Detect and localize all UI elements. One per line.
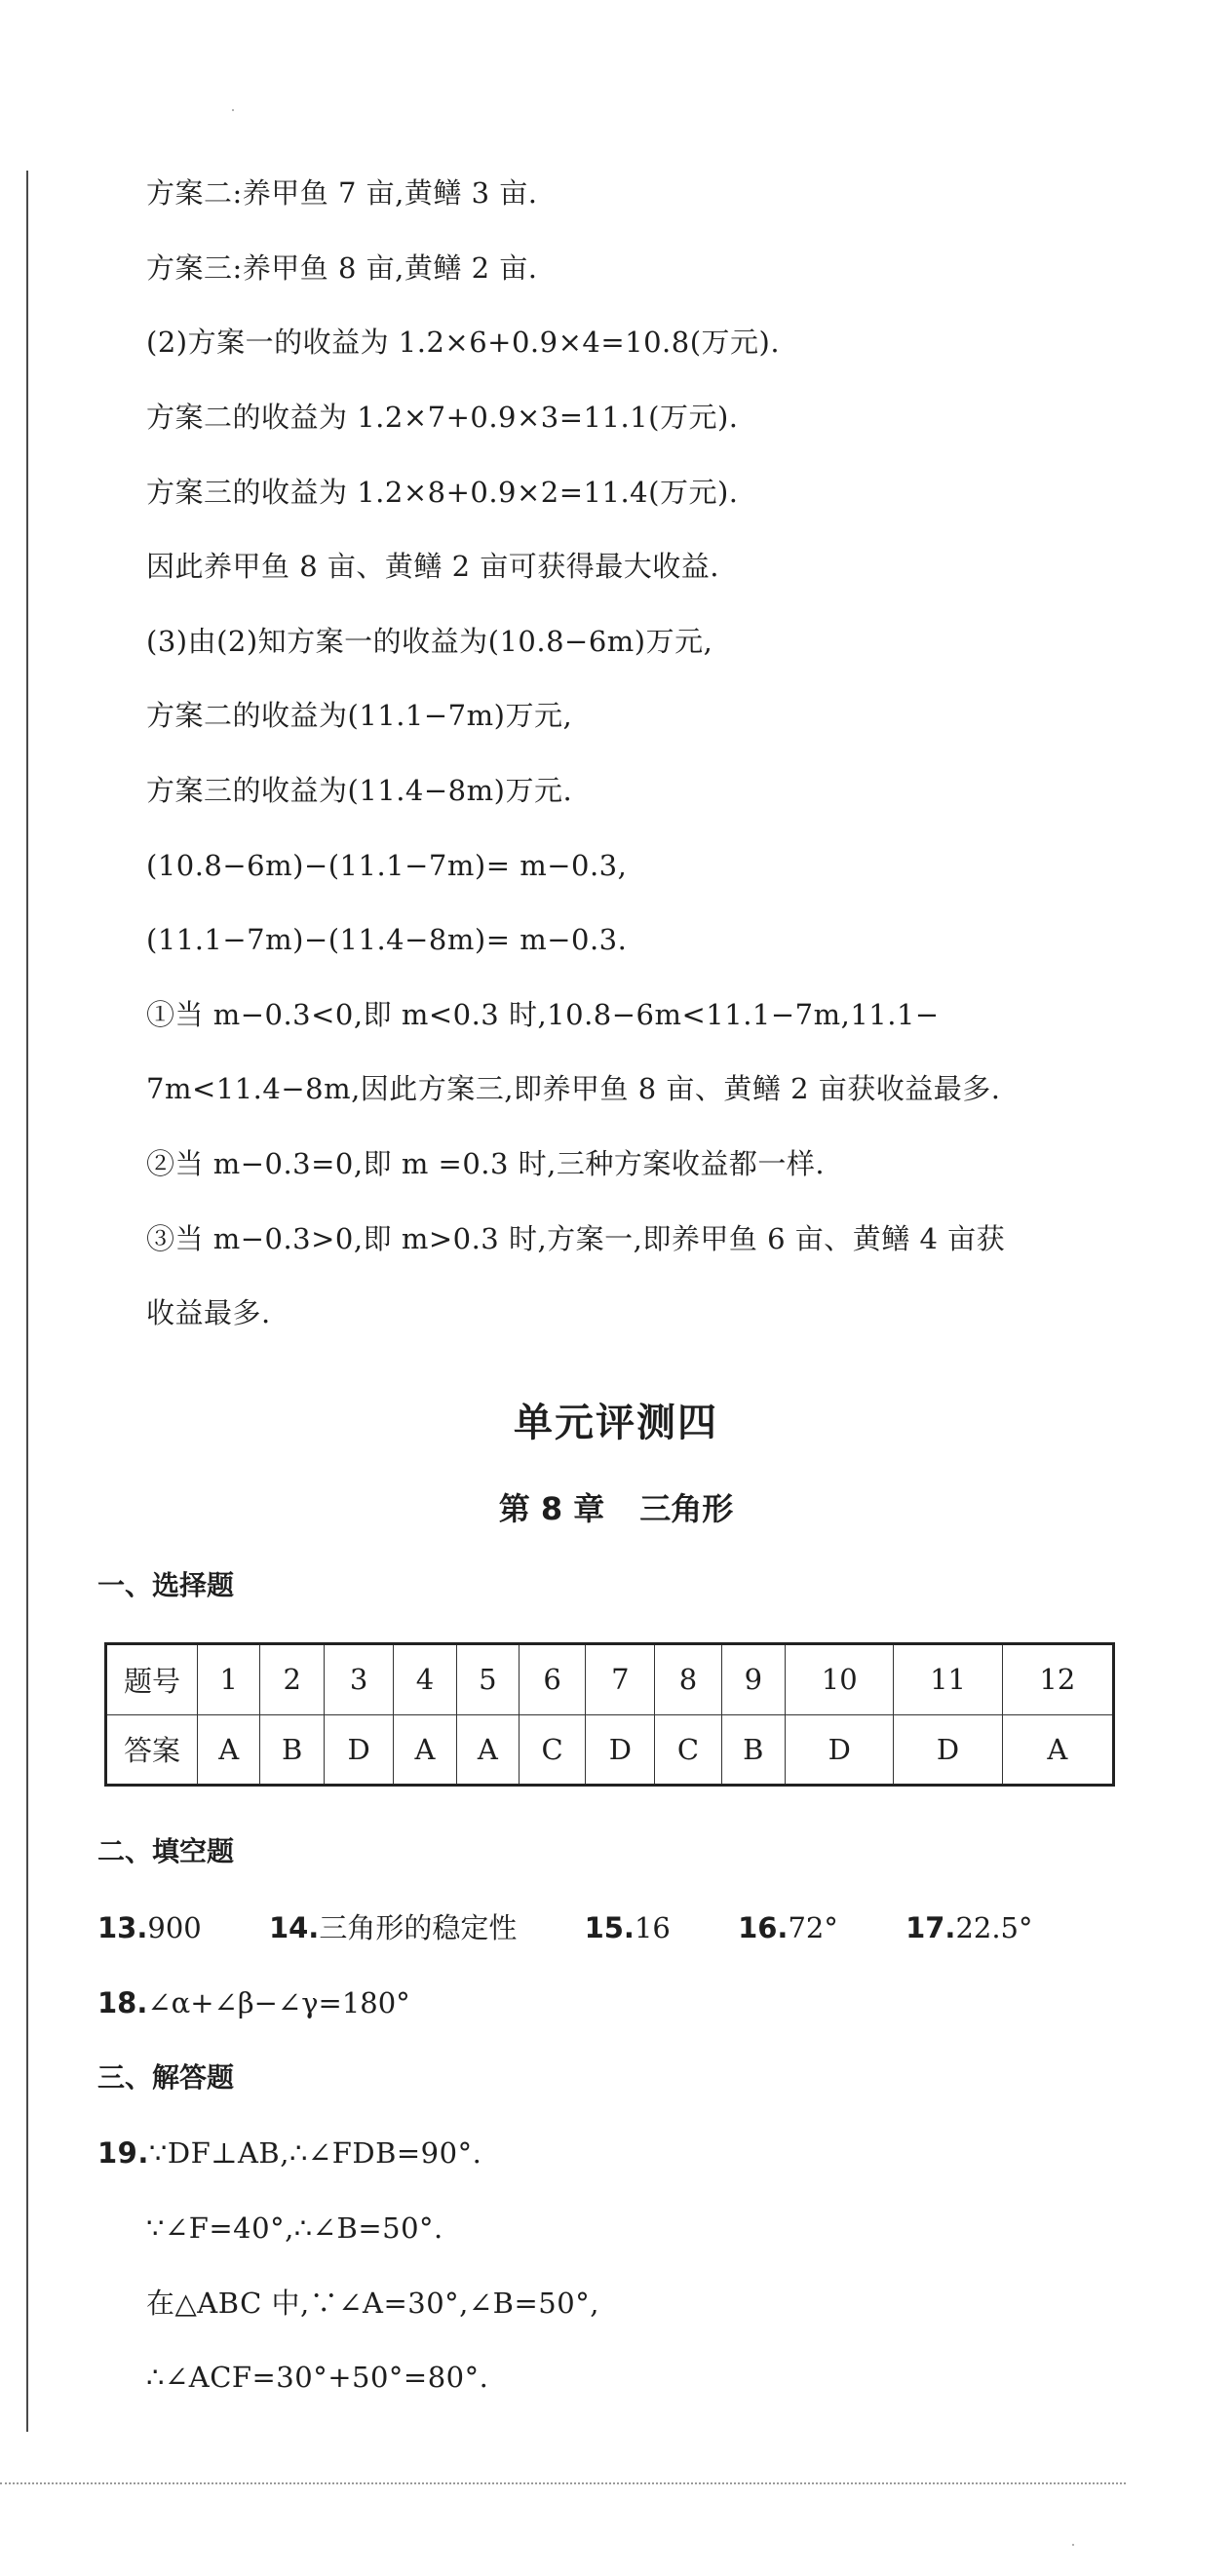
answer-cell: C xyxy=(520,1714,586,1786)
section-solve-title: 三、解答题 xyxy=(97,2061,235,2094)
fill-answer: 22.5° xyxy=(955,1911,1033,1944)
fill-answer: 900 xyxy=(147,1911,202,1944)
answer-cell: A xyxy=(1002,1714,1113,1786)
solution-line: (10.8−6m)−(11.1−7m)= m−0.3, xyxy=(146,849,628,882)
question-num: 17. xyxy=(905,1911,956,1944)
answer-cell: D xyxy=(786,1714,894,1786)
question-num: 19. xyxy=(97,2136,149,2170)
q19-text: ∵DF⊥AB,∴∠FDB=90°. xyxy=(148,2136,482,2170)
unit-title: 单元评测四 xyxy=(514,1401,718,1445)
question-num: 16. xyxy=(738,1911,789,1944)
answer-cell: B xyxy=(260,1714,325,1786)
question-number: 5 xyxy=(456,1644,519,1715)
fill-item xyxy=(905,1908,1032,1947)
q19-line: ∵∠F=40°,∴∠B=50°. xyxy=(146,2211,443,2245)
q19-line: 在△ABC 中,∵∠A=30°,∠B=50°, xyxy=(146,2287,599,2320)
answer-cell: C xyxy=(655,1714,721,1786)
answer-cell: A xyxy=(394,1714,456,1786)
question-number: 6 xyxy=(520,1644,586,1715)
fill-item xyxy=(269,1908,517,1947)
question-number: 11 xyxy=(894,1644,1002,1715)
question-number: 7 xyxy=(586,1644,655,1715)
solution-line: 方案二:养甲鱼 7 亩,黄鳝 3 亩. xyxy=(146,176,538,210)
fill-item xyxy=(738,1908,838,1947)
question-number: 9 xyxy=(721,1644,786,1715)
scan-speck xyxy=(1072,2544,1074,2546)
solution-line: ②当 m−0.3=0,即 m =0.3 时,三种方案收益都一样. xyxy=(146,1147,826,1180)
fill-answer: 72° xyxy=(788,1911,838,1944)
answer-cell: D xyxy=(894,1714,1002,1786)
section-fill-title: 二、填空题 xyxy=(97,1835,235,1867)
fill-item xyxy=(585,1908,671,1947)
question-number: 12 xyxy=(1002,1644,1113,1715)
section-choice-title: 一、选择题 xyxy=(97,1569,235,1601)
solution-line: (3)由(2)知方案一的收益为(10.8−6m)万元, xyxy=(146,625,713,658)
answer-cell: A xyxy=(198,1714,260,1786)
row-label: 题号 xyxy=(106,1644,198,1715)
chapter-name: 三角形 xyxy=(639,1490,734,1527)
answer-cell: A xyxy=(456,1714,519,1786)
margin-rule xyxy=(26,171,28,2432)
question-number: 4 xyxy=(394,1644,456,1715)
question-num: 13. xyxy=(97,1911,148,1944)
solution-line: (11.1−7m)−(11.4−8m)= m−0.3. xyxy=(146,923,628,956)
answer-cell: B xyxy=(721,1714,786,1786)
fill-answer: 16 xyxy=(634,1911,671,1944)
answer-cell: D xyxy=(324,1714,393,1786)
solution-line: 7m<11.4−8m,因此方案三,即养甲鱼 8 亩、黄鳝 2 亩获收益最多. xyxy=(146,1072,1001,1105)
scan-speck xyxy=(232,109,234,111)
fill-item-18 xyxy=(97,1983,410,2022)
question-num: 14. xyxy=(268,1911,320,1944)
question-number: 2 xyxy=(260,1644,325,1715)
solution-line: ①当 m−0.3<0,即 m<0.3 时,10.8−6m<11.1−7m,11.1− xyxy=(146,998,940,1031)
q19-line: ∴∠ACF=30°+50°=80°. xyxy=(146,2361,489,2394)
question-number: 10 xyxy=(786,1644,894,1715)
row-label: 答案 xyxy=(106,1714,198,1786)
table-row xyxy=(106,1644,1114,1715)
question-number: 8 xyxy=(655,1644,721,1715)
solution-line: 方案二的收益为(11.1−7m)万元, xyxy=(146,699,573,732)
question-number: 1 xyxy=(198,1644,260,1715)
answer-cell: D xyxy=(586,1714,655,1786)
question-num: 15. xyxy=(584,1911,635,1944)
answer-table xyxy=(104,1642,1115,1787)
solution-line: 方案二的收益为 1.2×7+0.9×3=11.1(万元). xyxy=(146,401,739,434)
question-num: 18. xyxy=(97,1986,148,2019)
solution-line: 方案三的收益为 1.2×8+0.9×2=11.4(万元). xyxy=(146,476,739,509)
chapter-title xyxy=(0,1484,1232,1529)
solution-line: ③当 m−0.3>0,即 m>0.3 时,方案一,即养甲鱼 6 亩、黄鳝 4 亩获 xyxy=(146,1222,1006,1255)
table-row xyxy=(106,1714,1114,1786)
q19-line xyxy=(97,2134,481,2172)
page-divider xyxy=(0,2482,1126,2484)
solution-line: (2)方案一的收益为 1.2×6+0.9×4=10.8(万元). xyxy=(146,326,781,359)
fill-item xyxy=(97,1908,202,1947)
fill-blank-answers xyxy=(97,1908,1092,1947)
solution-line: 方案三的收益为(11.4−8m)万元. xyxy=(146,774,573,807)
chapter-number: 第 8 章 xyxy=(498,1490,605,1527)
fill-answer: 三角形的稳定性 xyxy=(319,1911,518,1944)
solution-line: 因此养甲鱼 8 亩、黄鳝 2 亩可获得最大收益. xyxy=(146,550,719,583)
solution-line: 方案三:养甲鱼 8 亩,黄鳝 2 亩. xyxy=(146,251,538,285)
question-number: 3 xyxy=(324,1644,393,1715)
solution-line: 收益最多. xyxy=(146,1296,271,1329)
fill-answer: ∠α+∠β−∠γ=180° xyxy=(147,1986,410,2019)
